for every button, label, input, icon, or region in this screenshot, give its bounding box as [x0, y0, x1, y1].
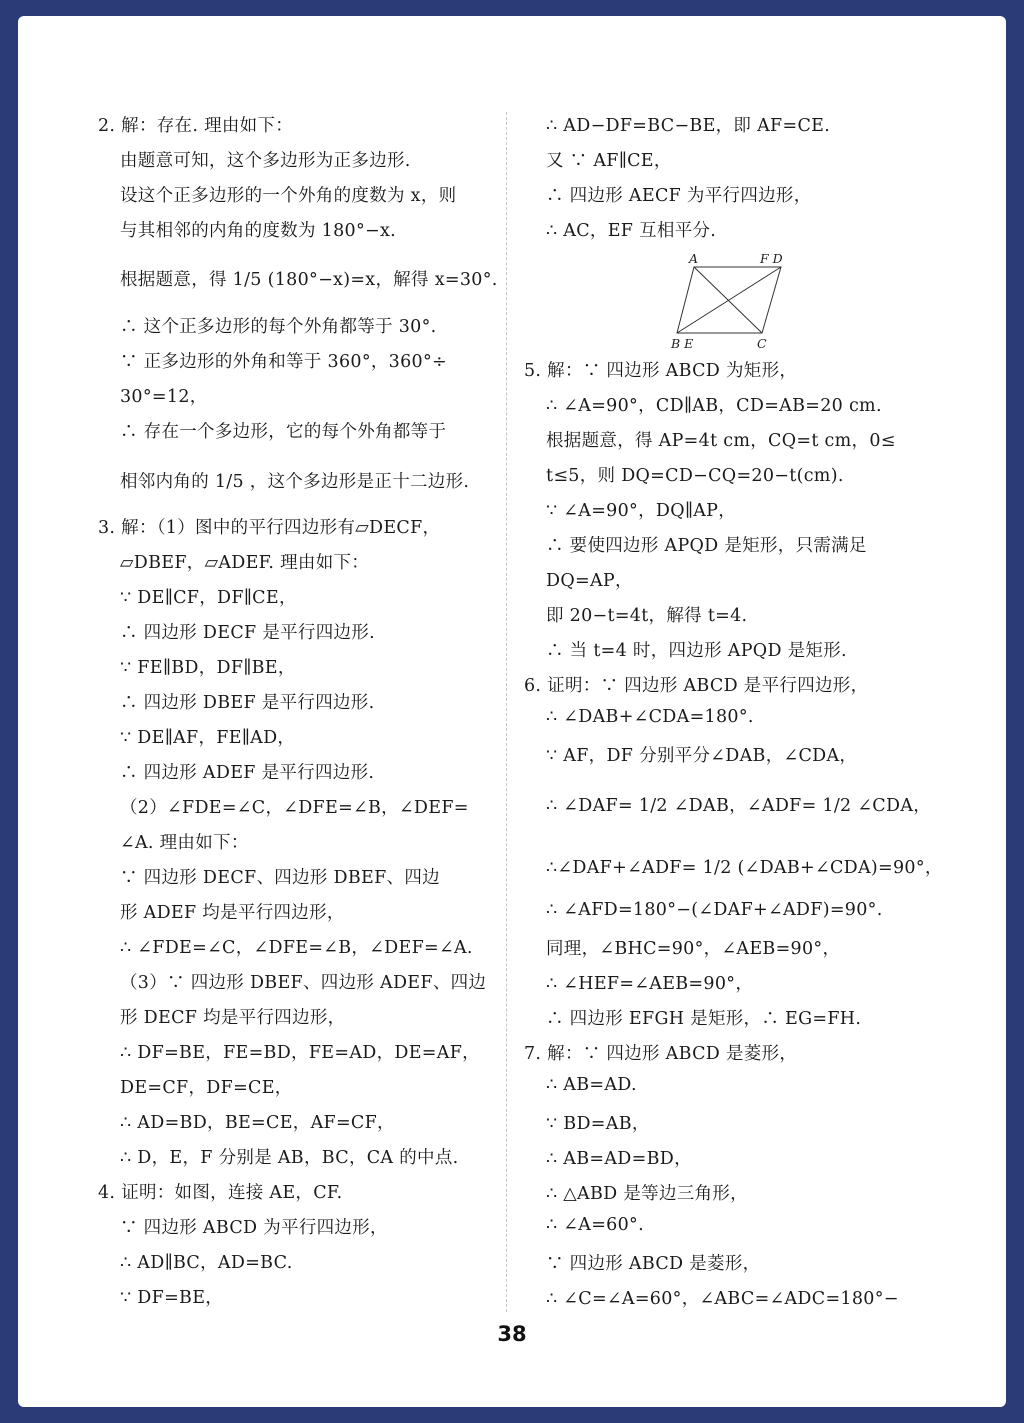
figure-label-fd: F D	[760, 254, 783, 266]
left-line: ∵ DF=BE，	[120, 1288, 224, 1308]
left-line: 形 ADEF 均是平行四边形，	[120, 903, 345, 923]
left-line: ∴ D，E，F 分别是 AB，BC，CA 的中点.	[120, 1148, 459, 1168]
left-line: ∴ ∠FDE=∠C，∠DFE=∠B，∠DEF=∠A.	[120, 938, 473, 958]
figure-label-be: B E	[671, 336, 694, 350]
right-line: ∴ △ABD 是等边三角形，	[546, 1184, 748, 1204]
right-line: ∴ 四边形 AECF 为平行四边形，	[546, 186, 812, 206]
right-line: ∴∠DAF+∠ADF= 1/2 (∠DAB+∠CDA)=90°，	[546, 858, 943, 878]
right-line: 同理，∠BHC=90°，∠AEB=90°，	[546, 939, 841, 959]
left-line: 设这个正多边形的一个外角的度数为 x，则	[120, 186, 457, 206]
right-line: ∴ AB=AD=BD，	[546, 1149, 692, 1169]
right-line: ∵ AF，DF 分别平分∠DAB，∠CDA，	[546, 746, 858, 766]
right-line: 7. 解：∵ 四边形 ABCD 是菱形，	[524, 1044, 798, 1064]
left-line: ∴ 四边形 DECF 是平行四边形.	[120, 623, 375, 643]
right-line: ∴ ∠C=∠A=60°，∠ABC=∠ADC=180°−	[546, 1289, 899, 1309]
left-line: ∠A. 理由如下：	[120, 833, 249, 853]
right-line: ∴ ∠DAF= 1/2 ∠DAB，∠ADF= 1/2 ∠CDA，	[546, 796, 932, 816]
left-line: ∴ 四边形 ADEF 是平行四边形.	[120, 763, 375, 783]
right-line: 又 ∵ AF∥CE，	[546, 151, 672, 171]
left-line: ∵ FE∥BD，DF∥BE，	[120, 658, 296, 678]
left-line: 2. 解：存在. 理由如下：	[98, 116, 294, 136]
figure-diagonal-ac	[694, 267, 762, 333]
left-line: ▱DBEF，▱ADEF. 理由如下：	[120, 553, 370, 573]
left-line: ∴ 四边形 DBEF 是平行四边形.	[120, 693, 375, 713]
right-line: ∴ ∠DAB+∠CDA=180°.	[546, 707, 754, 727]
left-line: 由题意可知，这个多边形为正多边形.	[120, 151, 411, 171]
right-line: ∴ AB=AD.	[546, 1075, 637, 1095]
right-line: ∴ AD−DF=BC−BE，即 AF=CE.	[546, 116, 831, 136]
figure-label-a: A	[689, 254, 699, 266]
left-line: 相邻内角的 1/5 ，这个多边形是正十二边形.	[120, 472, 470, 492]
left-line: DE=CF，DF=CE，	[120, 1078, 293, 1098]
left-line: （2）∠FDE=∠C，∠DFE=∠B，∠DEF=	[120, 798, 469, 818]
left-line: 形 DECF 均是平行四边形，	[120, 1008, 346, 1028]
figure-diagonal-ef	[677, 267, 781, 333]
right-line: ∴ AC，EF 互相平分.	[546, 221, 717, 241]
left-line: （3）∵ 四边形 DBEF、四边形 ADEF、四边	[120, 973, 487, 993]
left-line: 根据题意，得 1/5 (180°−x)=x，解得 x=30°.	[120, 270, 498, 290]
right-line: ∵ BD=AB，	[546, 1114, 650, 1134]
right-line: ∴ ∠A=60°.	[546, 1215, 644, 1235]
left-line: ∴ 这个正多边形的每个外角都等于 30°.	[120, 317, 437, 337]
left-line: ∴ DF=BE，FE=BD，FE=AD，DE=AF，	[120, 1043, 480, 1063]
answer-page	[18, 16, 1006, 1407]
left-line: ∵ DE∥AF，FE∥AD，	[120, 728, 296, 748]
right-line: ∴ 当 t=4 时，四边形 APQD 是矩形.	[546, 641, 847, 661]
right-line: DQ=AP，	[546, 571, 633, 591]
right-line: ∴ ∠A=90°，CD∥AB，CD=AB=20 cm.	[546, 396, 882, 416]
right-line: ∴ 四边形 EFGH 是矩形，∴ EG=FH.	[546, 1009, 862, 1029]
left-line: 4. 证明：如图，连接 AE，CF.	[98, 1183, 343, 1203]
left-line: 与其相邻的内角的度数为 180°−x.	[120, 221, 397, 241]
left-line: ∵ 四边形 ABCD 为平行四边形，	[120, 1218, 388, 1238]
right-line: ∴ ∠AFD=180°−(∠DAF+∠ADF)=90°.	[546, 900, 883, 920]
right-line: 即 20−t=4t，解得 t=4.	[546, 606, 748, 626]
right-line: 根据题意，得 AP=4t cm，CQ=t cm，0≤	[546, 431, 896, 451]
left-line: ∵ 四边形 DECF、四边形 DBEF、四边	[120, 868, 440, 888]
right-line: t≤5，则 DQ=CD−CQ=20−t(cm).	[546, 466, 844, 486]
right-line: ∴ ∠HEF=∠AEB=90°，	[546, 974, 754, 994]
page-number: 38	[497, 1322, 527, 1346]
left-line: ∴ 存在一个多边形，它的每个外角都等于	[120, 422, 447, 442]
left-line: 30°=12，	[120, 387, 208, 407]
figure-label-c: C	[757, 336, 767, 350]
left-line: ∵ DE∥CF，DF∥CE，	[120, 588, 297, 608]
left-line: 3. 解：（1）图中的平行四边形有▱DECF，	[98, 518, 441, 538]
left-line: ∴ AD∥BC，AD=BC.	[120, 1253, 293, 1273]
left-line: ∴ AD=BD，BE=CE，AF=CF，	[120, 1113, 395, 1133]
right-line: ∴ 要使四边形 APQD 是矩形，只需满足	[546, 536, 867, 556]
right-line: ∵ 四边形 ABCD 是菱形，	[546, 1254, 761, 1274]
right-line: 5. 解：∵ 四边形 ABCD 为矩形，	[524, 361, 798, 381]
parallelogram-figure	[668, 254, 798, 350]
right-line: 6. 证明：∵ 四边形 ABCD 是平行四边形，	[524, 676, 869, 696]
left-line: ∵ 正多边形的外角和等于 360°，360°÷	[120, 352, 447, 372]
right-line: ∵ ∠A=90°，DQ∥AP，	[546, 501, 737, 521]
column-divider	[506, 112, 507, 1312]
